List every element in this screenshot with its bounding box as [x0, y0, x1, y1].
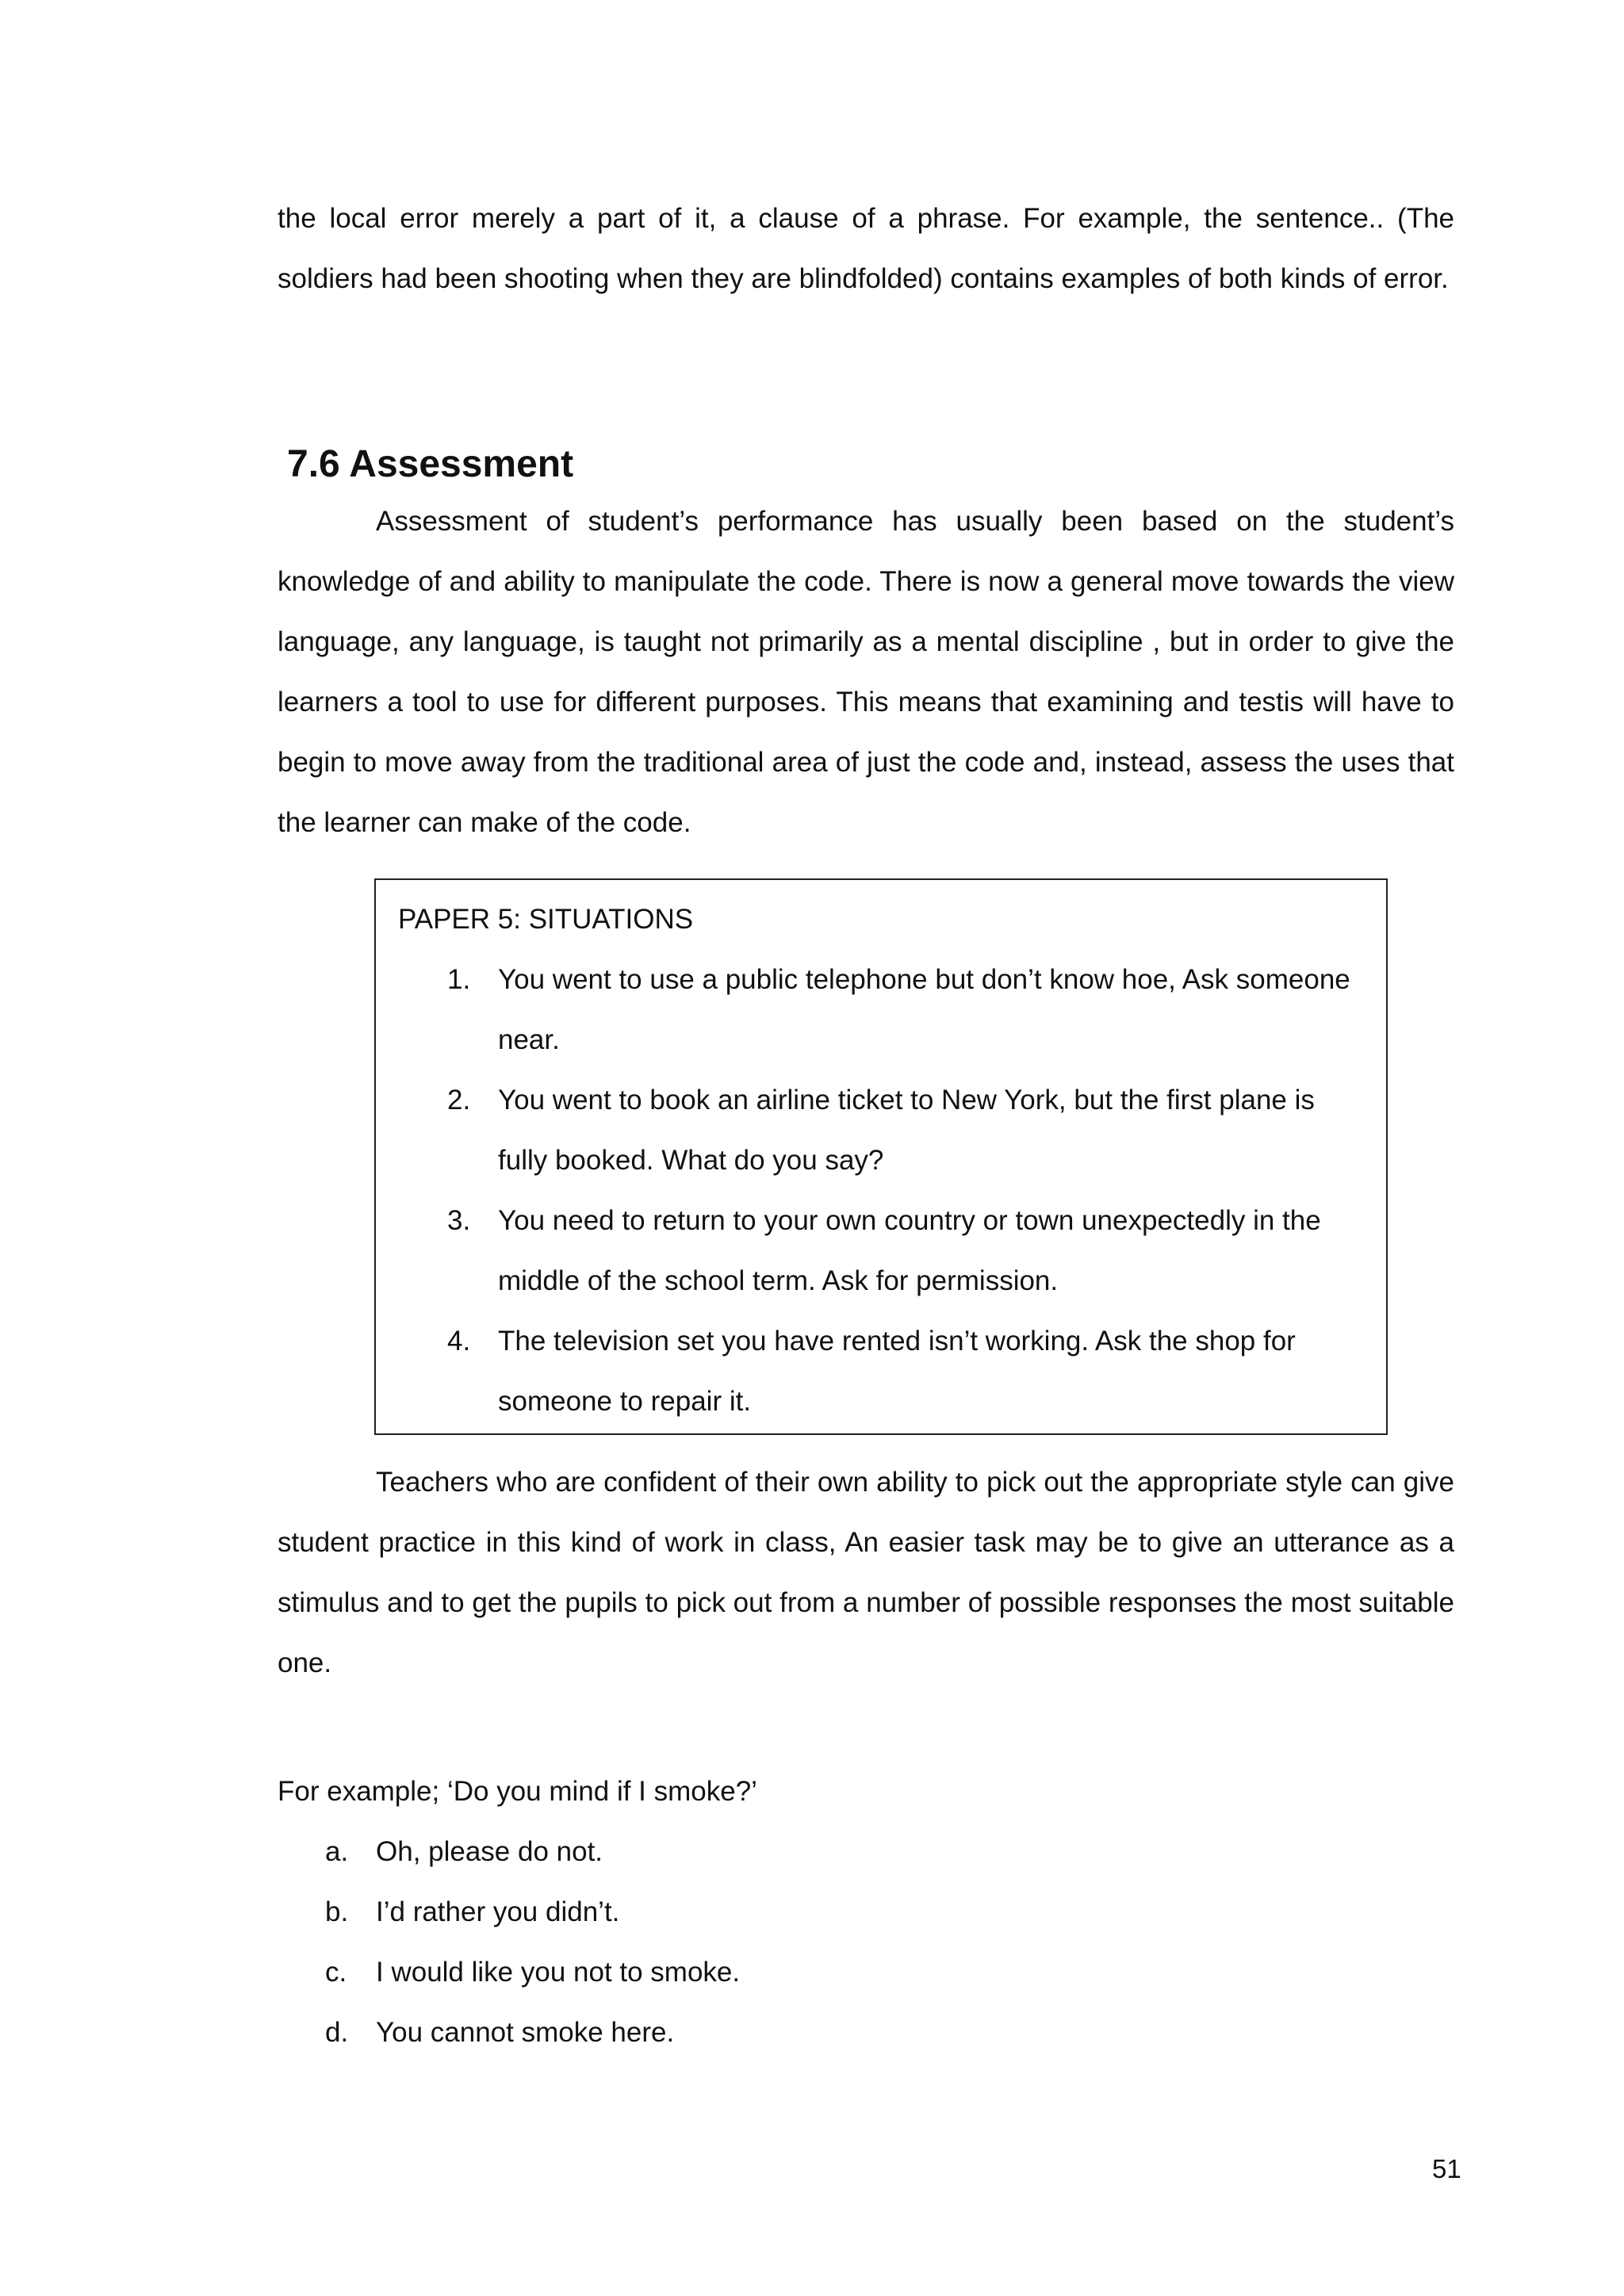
page-number: 51 — [1432, 2154, 1461, 2183]
option-text: Oh, please do not. — [376, 1836, 603, 1867]
teachers-paragraph: Teachers who are confident of their own ability to pick out the appropriate style can give student practice in this kind of work in class, An easier task may be to give an utterance as a stimulus and to get the pupils to pick out from a number of possible responses the most suitable one. — [278, 1467, 1454, 1678]
situations-box — [374, 878, 1388, 1435]
situation-number: 4. — [447, 1326, 471, 1357]
response-options — [325, 1822, 740, 2063]
response-option — [325, 1882, 740, 1942]
option-text: I’d rather you didn’t. — [376, 1896, 620, 1927]
assessment-paragraph: Assessment of student’s performance has usually been based on the student’s knowledge of and ability to manipulate the code. There is now a general move towards the view language, any language, is taught not primarily as a mental discipline , but in order to give the learners a tool to use for different purposes. This means that examining and testis will have to begin to move away from the traditional area of just the code and, instead, assess the uses that the learner can make of the code. — [278, 506, 1454, 838]
situation-number: 1. — [447, 964, 471, 995]
option-text: I would like you not to smoke. — [376, 1957, 741, 1988]
situation-number: 2. — [447, 1085, 471, 1115]
option-letter: b. — [325, 1896, 349, 1927]
situations-list — [447, 950, 1359, 1432]
box-title: PAPER 5: SITUATIONS — [398, 904, 694, 935]
option-text: You cannot smoke here. — [376, 2017, 675, 2048]
situation-item — [447, 1070, 1359, 1191]
response-option — [325, 1942, 740, 2003]
situation-item — [447, 1311, 1359, 1432]
response-option — [325, 1822, 740, 1882]
situation-item — [447, 1191, 1359, 1311]
example-intro: For example; ‘Do you mind if I smoke?’ — [278, 1776, 757, 1807]
option-letter: c. — [325, 1957, 347, 1988]
situation-text: You went to use a public telephone but don’t know hoe, Ask someone near. — [498, 964, 1350, 1055]
section-heading: 7.6 Assessment — [287, 443, 574, 485]
option-letter: d. — [325, 2017, 349, 2048]
situation-text: You need to return to your own country or town unexpectedly in the middle of the school term. Ask for permission. — [498, 1205, 1321, 1296]
situation-text: You went to book an airline ticket to New York, but the first plane is fully booked. What do you say? — [498, 1085, 1315, 1176]
situation-text: The television set you have rented isn’t working. Ask the shop for someone to repair it. — [498, 1326, 1296, 1417]
situation-item — [447, 950, 1359, 1070]
intro-paragraph: the local error merely a part of it, a clause of a phrase. For example, the sentence.. (The soldiers had been shooting when they are blindfolded) contains examples of both kinds of error. — [278, 203, 1454, 294]
option-letter: a. — [325, 1836, 349, 1867]
situation-number: 3. — [447, 1205, 471, 1236]
response-option — [325, 2003, 740, 2063]
